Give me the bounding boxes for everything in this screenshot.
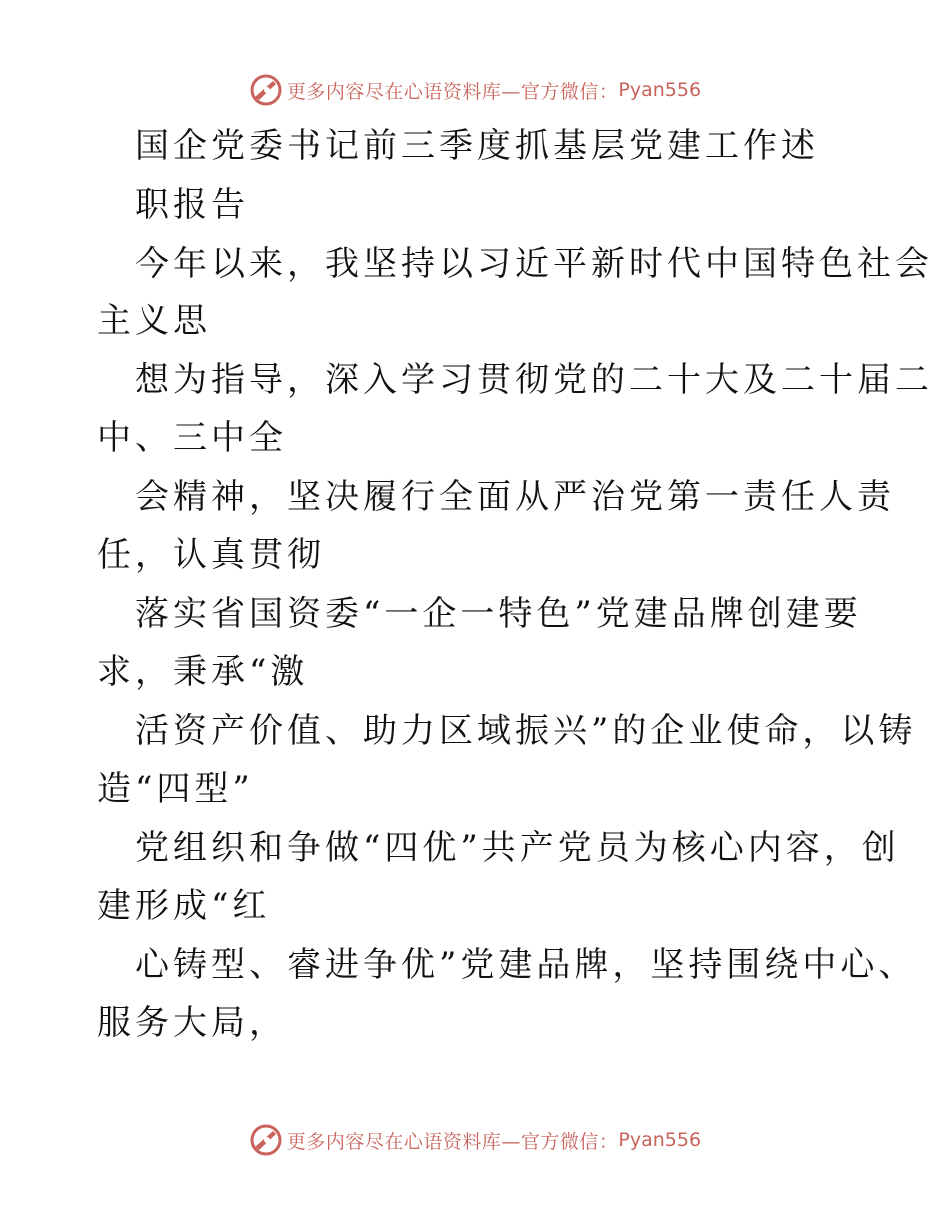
brand-text: 更多内容尽在心语资料库—官方微信： xyxy=(286,80,619,103)
header-brand xyxy=(0,70,950,110)
doc-text-line: 活资产价值、助力区域振兴”的企业使命，以铸 xyxy=(135,711,917,751)
doc-text-line: 主义思 xyxy=(97,301,211,341)
doc-title-line-2: 职报告 xyxy=(135,185,249,225)
doc-text-line: 造“四型” xyxy=(97,769,254,809)
doc-title-line-1: 国企党委书记前三季度抓基层党建工作述 xyxy=(135,126,819,166)
pen-nib-seal-icon xyxy=(249,73,283,107)
doc-text-line: 任，认真贯彻 xyxy=(97,535,325,575)
doc-text-line: 心铸型、睿进争优”党建品牌，坚持围绕中心、 xyxy=(135,945,917,985)
doc-text-line: 想为指导，深入学习贯彻党的二十大及二十届二 xyxy=(135,360,933,400)
brand-wechat-id: Pyan556 xyxy=(618,1129,702,1151)
doc-text-line: 会精神，坚决履行全面从严治党第一责任人责 xyxy=(135,477,895,517)
doc-text-line: 服务大局， xyxy=(97,1003,287,1043)
doc-text-line: 落实省国资委“一企一特色”党建品牌创建要 xyxy=(135,594,862,634)
footer-brand xyxy=(0,1120,950,1160)
doc-text-line: 党组织和争做“四优”共产党员为核心内容，创 xyxy=(135,828,900,868)
doc-text-line: 建形成“红 xyxy=(97,886,271,926)
brand-wechat-id: Pyan556 xyxy=(618,79,702,101)
brand-text: 更多内容尽在心语资料库—官方微信： xyxy=(286,1130,619,1153)
pen-nib-seal-icon xyxy=(249,1123,283,1157)
doc-text-line: 求，秉承“激 xyxy=(97,652,309,692)
doc-text-line: 今年以来，我坚持以习近平新时代中国特色社会 xyxy=(135,244,933,284)
doc-text-line: 中、三中全 xyxy=(97,418,287,458)
